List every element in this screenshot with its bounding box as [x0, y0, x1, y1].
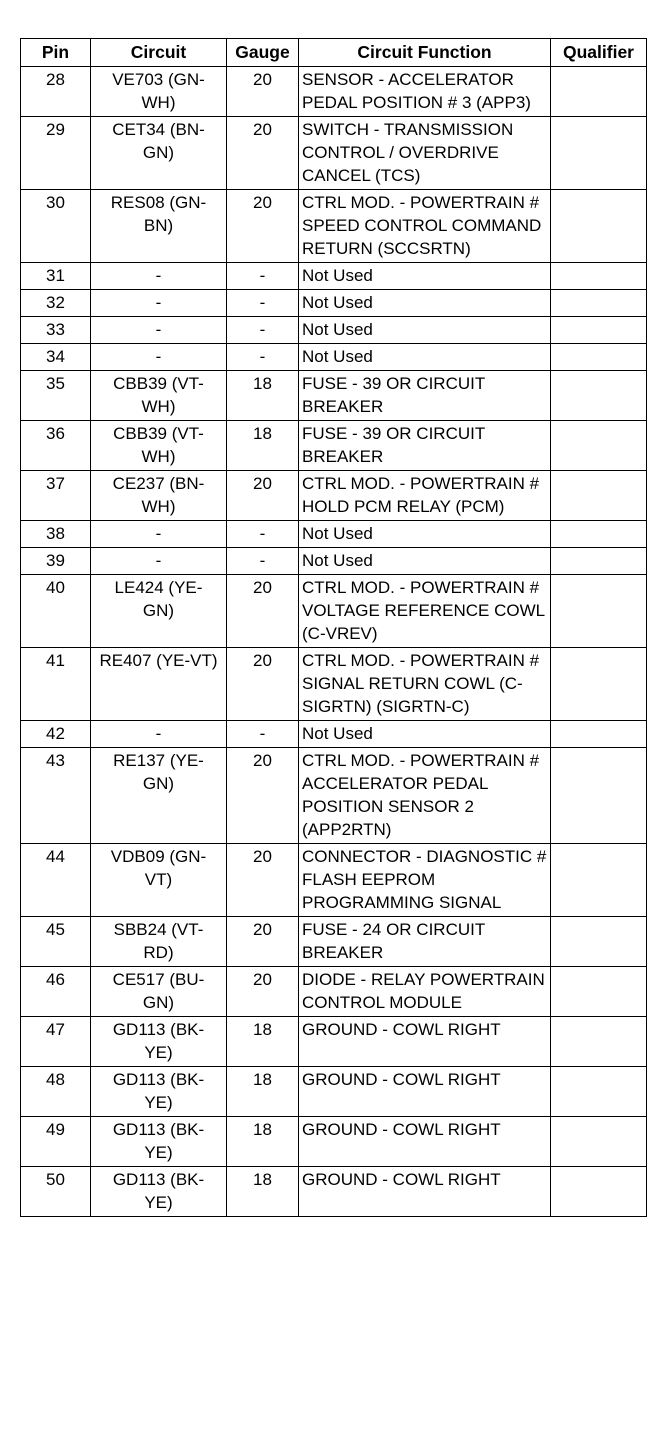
gauge-cell: - [227, 317, 299, 344]
table-row [21, 471, 647, 521]
qualifier-cell [551, 1167, 647, 1217]
circuit-function-cell: Not Used [299, 521, 551, 548]
pin-cell: 41 [21, 648, 91, 721]
header-row [21, 39, 647, 67]
circuit-cell: GD113 (BK-YE) [91, 1017, 227, 1067]
circuit-cell: - [91, 317, 227, 344]
pin-cell: 45 [21, 917, 91, 967]
gauge-cell: - [227, 721, 299, 748]
pin-cell: 50 [21, 1167, 91, 1217]
table-row [21, 344, 647, 371]
gauge-cell: 20 [227, 67, 299, 117]
circuit-function-cell: Not Used [299, 317, 551, 344]
table-row [21, 67, 647, 117]
table-row [21, 421, 647, 471]
gauge-cell: 20 [227, 190, 299, 263]
table-row [21, 721, 647, 748]
circuit-function-cell: CTRL MOD. - POWERTRAIN # SPEED CONTROL COMMAND RETURN (SCCSRTN) [299, 190, 551, 263]
qualifier-cell [551, 344, 647, 371]
circuit-function-cell: SENSOR - ACCELERATOR PEDAL POSITION # 3 (APP3) [299, 67, 551, 117]
table-row [21, 1067, 647, 1117]
table-row [21, 575, 647, 648]
circuit-function-cell: DIODE - RELAY POWERTRAIN CONTROL MODULE [299, 967, 551, 1017]
qualifier-cell [551, 548, 647, 575]
pin-cell: 36 [21, 421, 91, 471]
pin-cell: 28 [21, 67, 91, 117]
qualifier-cell [551, 421, 647, 471]
circuit-function-cell: GROUND - COWL RIGHT [299, 1017, 551, 1067]
table-row [21, 917, 647, 967]
circuit-cell: CE517 (BU-GN) [91, 967, 227, 1017]
table-row [21, 548, 647, 575]
pin-cell: 31 [21, 263, 91, 290]
gauge-cell: - [227, 290, 299, 317]
circuit-function-cell: FUSE - 39 OR CIRCUIT BREAKER [299, 421, 551, 471]
table-row [21, 648, 647, 721]
gauge-cell: 18 [227, 421, 299, 471]
pin-cell: 39 [21, 548, 91, 575]
pin-cell: 35 [21, 371, 91, 421]
gauge-cell: - [227, 263, 299, 290]
gauge-cell: 18 [227, 371, 299, 421]
circuit-cell: RES08 (GN-BN) [91, 190, 227, 263]
pin-cell: 37 [21, 471, 91, 521]
qualifier-cell [551, 263, 647, 290]
connector-pinout-table [20, 38, 647, 1217]
gauge-cell: 20 [227, 844, 299, 917]
qualifier-cell [551, 575, 647, 648]
pin-cell: 33 [21, 317, 91, 344]
table-row [21, 190, 647, 263]
qualifier-cell [551, 1117, 647, 1167]
pin-cell: 46 [21, 967, 91, 1017]
pin-cell: 44 [21, 844, 91, 917]
qualifier-cell [551, 117, 647, 190]
circuit-function-cell: CTRL MOD. - POWERTRAIN # HOLD PCM RELAY (PCM) [299, 471, 551, 521]
qualifier-cell [551, 917, 647, 967]
table-row [21, 317, 647, 344]
circuit-function-cell: GROUND - COWL RIGHT [299, 1167, 551, 1217]
circuit-cell: CE237 (BN-WH) [91, 471, 227, 521]
gauge-cell: - [227, 548, 299, 575]
circuit-cell: GD113 (BK-YE) [91, 1067, 227, 1117]
circuit-cell: - [91, 721, 227, 748]
circuit-function-cell: SWITCH - TRANSMISSION CONTROL / OVERDRIVE CANCEL (TCS) [299, 117, 551, 190]
circuit-cell: CBB39 (VT-WH) [91, 421, 227, 471]
gauge-cell: 20 [227, 648, 299, 721]
circuit-cell: - [91, 521, 227, 548]
circuit-cell: - [91, 548, 227, 575]
gauge-cell: 20 [227, 471, 299, 521]
circuit-cell: CBB39 (VT-WH) [91, 371, 227, 421]
circuit-function-cell: CTRL MOD. - POWERTRAIN # SIGNAL RETURN COWL (C-SIGRTN) (SIGRTN-C) [299, 648, 551, 721]
gauge-cell: 20 [227, 748, 299, 844]
gauge-cell: - [227, 344, 299, 371]
header-qualifier: Qualifier [551, 39, 647, 67]
circuit-cell: GD113 (BK-YE) [91, 1167, 227, 1217]
gauge-cell: 18 [227, 1017, 299, 1067]
circuit-function-cell: Not Used [299, 290, 551, 317]
pin-cell: 38 [21, 521, 91, 548]
circuit-cell: SBB24 (VT-RD) [91, 917, 227, 967]
pin-cell: 43 [21, 748, 91, 844]
qualifier-cell [551, 967, 647, 1017]
qualifier-cell [551, 67, 647, 117]
circuit-function-cell: Not Used [299, 721, 551, 748]
qualifier-cell [551, 721, 647, 748]
circuit-function-cell: GROUND - COWL RIGHT [299, 1117, 551, 1167]
gauge-cell: 20 [227, 575, 299, 648]
table-row [21, 263, 647, 290]
circuit-cell: RE407 (YE-VT) [91, 648, 227, 721]
qualifier-cell [551, 521, 647, 548]
pin-cell: 42 [21, 721, 91, 748]
circuit-function-cell: Not Used [299, 263, 551, 290]
pin-cell: 48 [21, 1067, 91, 1117]
pin-cell: 40 [21, 575, 91, 648]
circuit-cell: - [91, 344, 227, 371]
qualifier-cell [551, 1067, 647, 1117]
circuit-function-cell: Not Used [299, 548, 551, 575]
table-row [21, 521, 647, 548]
qualifier-cell [551, 317, 647, 344]
qualifier-cell [551, 844, 647, 917]
circuit-function-cell: CONNECTOR - DIAGNOSTIC # FLASH EEPROM PROGRAMMING SIGNAL [299, 844, 551, 917]
table-row [21, 117, 647, 190]
circuit-function-cell: FUSE - 39 OR CIRCUIT BREAKER [299, 371, 551, 421]
pin-cell: 34 [21, 344, 91, 371]
gauge-cell: 18 [227, 1117, 299, 1167]
gauge-cell: 20 [227, 917, 299, 967]
circuit-cell: GD113 (BK-YE) [91, 1117, 227, 1167]
circuit-cell: VE703 (GN-WH) [91, 67, 227, 117]
circuit-cell: - [91, 290, 227, 317]
circuit-cell: - [91, 263, 227, 290]
table-row [21, 290, 647, 317]
table-row [21, 1167, 647, 1217]
circuit-cell: LE424 (YE-GN) [91, 575, 227, 648]
gauge-cell: 20 [227, 967, 299, 1017]
qualifier-cell [551, 1017, 647, 1067]
circuit-cell: VDB09 (GN-VT) [91, 844, 227, 917]
pin-cell: 29 [21, 117, 91, 190]
header-gauge: Gauge [227, 39, 299, 67]
gauge-cell: 20 [227, 117, 299, 190]
pin-cell: 30 [21, 190, 91, 263]
qualifier-cell [551, 748, 647, 844]
qualifier-cell [551, 648, 647, 721]
pin-cell: 49 [21, 1117, 91, 1167]
table-row [21, 748, 647, 844]
table-row [21, 371, 647, 421]
table-body [21, 67, 647, 1217]
table-row [21, 1117, 647, 1167]
table-row [21, 967, 647, 1017]
circuit-function-cell: FUSE - 24 OR CIRCUIT BREAKER [299, 917, 551, 967]
header-circuit-function: Circuit Function [299, 39, 551, 67]
header-pin: Pin [21, 39, 91, 67]
circuit-function-cell: Not Used [299, 344, 551, 371]
gauge-cell: 18 [227, 1167, 299, 1217]
circuit-function-cell: CTRL MOD. - POWERTRAIN # ACCELERATOR PEDAL POSITION SENSOR 2 (APP2RTN) [299, 748, 551, 844]
pin-cell: 32 [21, 290, 91, 317]
circuit-cell: CET34 (BN-GN) [91, 117, 227, 190]
table-row [21, 1017, 647, 1067]
qualifier-cell [551, 371, 647, 421]
circuit-cell: RE137 (YE-GN) [91, 748, 227, 844]
circuit-function-cell: GROUND - COWL RIGHT [299, 1067, 551, 1117]
circuit-function-cell: CTRL MOD. - POWERTRAIN # VOLTAGE REFERENCE COWL (C-VREV) [299, 575, 551, 648]
qualifier-cell [551, 190, 647, 263]
gauge-cell: - [227, 521, 299, 548]
qualifier-cell [551, 471, 647, 521]
pin-cell: 47 [21, 1017, 91, 1067]
table-row [21, 844, 647, 917]
header-circuit: Circuit [91, 39, 227, 67]
gauge-cell: 18 [227, 1067, 299, 1117]
qualifier-cell [551, 290, 647, 317]
